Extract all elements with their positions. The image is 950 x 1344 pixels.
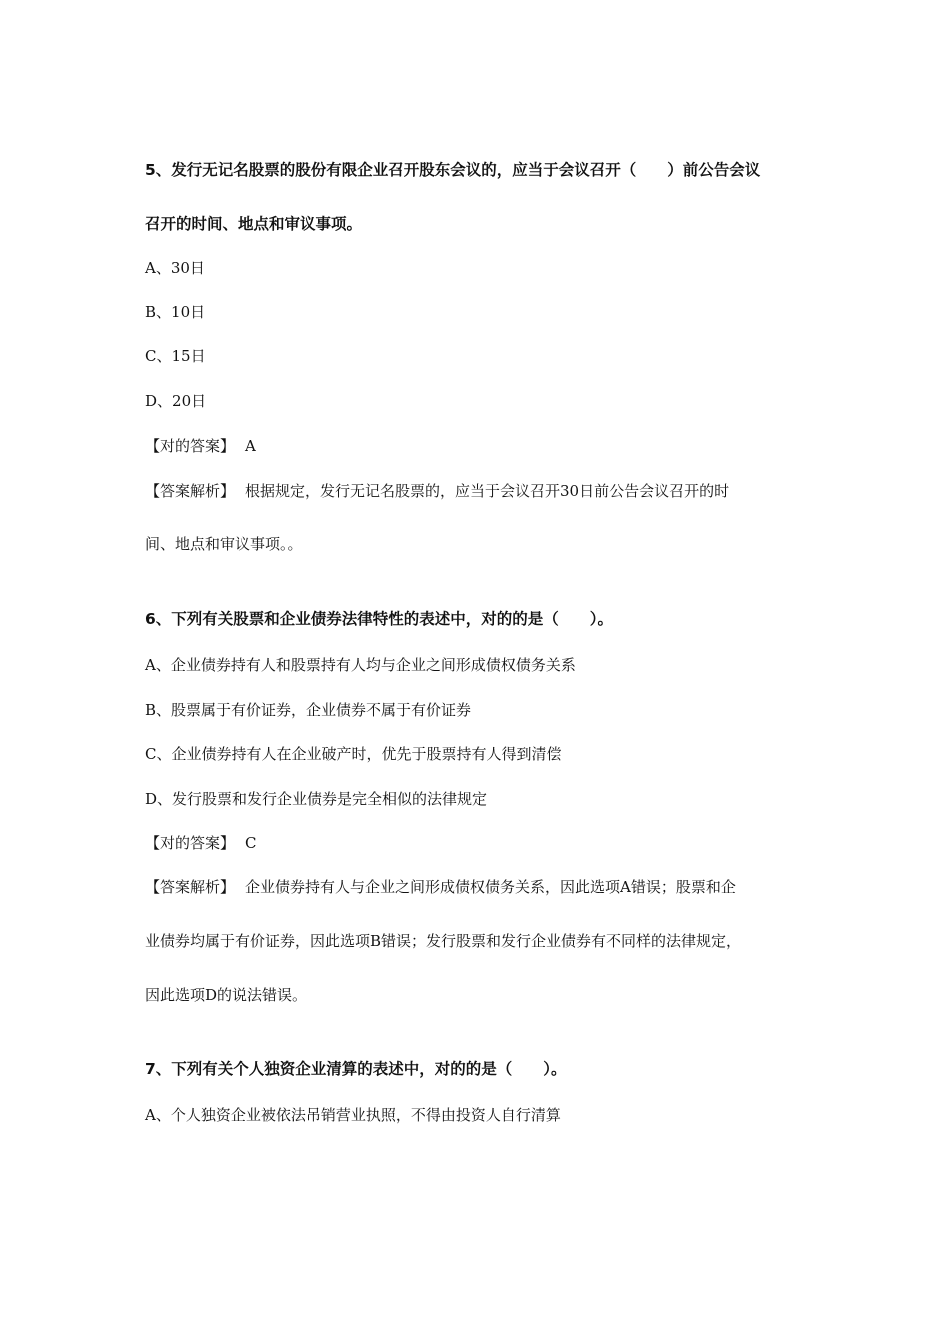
question-5-stem-line-2: 召开的时间、地点和审议事项。 (145, 215, 363, 233)
question-6-option-c: C、企业债券持有人在企业破产时，优先于股票持有人得到清偿 (145, 745, 562, 763)
question-5-option-a: A、30日 (145, 259, 205, 277)
question-5-option-b: B、10日 (145, 303, 206, 321)
question-6-analysis-line-2: 业债券均属于有价证券，因此选项B错误；发行股票和发行企业债券有不同样的法律规定， (145, 932, 742, 950)
question-6-analysis-line-1 (145, 877, 736, 897)
question-7-option-a: A、个人独资企业被依法吊销营业执照，不得由投资人自行清算 (145, 1106, 561, 1124)
analysis-text: 根据规定，发行无记名股票的，应当于会议召开30日前公告会议召开的时 (245, 482, 730, 500)
analysis-text: 企业债券持有人与企业之间形成债权债务关系，因此选项A错误；股票和企 (245, 878, 736, 896)
question-6-answer (145, 833, 257, 853)
analysis-label: 【答案解析】 (145, 878, 236, 896)
question-5-stem-line-1: 5、发行无记名股票的股份有限企业召开股东会议的，应当于会议召开（ ）前公告会议 (145, 161, 761, 179)
question-7-stem-line-1: 7、下列有关个人独资企业清算的表述中，对的的是（ ）。 (145, 1060, 567, 1078)
answer-label: 【对的答案】 (145, 834, 236, 852)
question-6-option-d: D、发行股票和发行企业债券是完全相似的法律规定 (145, 790, 488, 808)
answer-value: C (245, 834, 257, 852)
question-5-option-c: C、15日 (145, 347, 206, 365)
question-6-option-b: B、股票属于有价证券，企业债券不属于有价证券 (145, 701, 472, 719)
analysis-label: 【答案解析】 (145, 482, 236, 500)
answer-value: A (245, 437, 256, 455)
question-6-analysis-line-3: 因此选项D的说法错误。 (145, 986, 308, 1004)
question-6-option-a: A、企业债券持有人和股票持有人均与企业之间形成债权债务关系 (145, 656, 576, 674)
question-5-option-d: D、20日 (145, 392, 207, 410)
question-6-stem-line-1: 6、下列有关股票和企业债券法律特性的表述中，对的的是（ ）。 (145, 610, 614, 628)
question-5-analysis-line-2: 间、地点和审议事项。。 (145, 535, 303, 553)
answer-label: 【对的答案】 (145, 437, 236, 455)
question-5-answer (145, 436, 256, 456)
question-5-analysis-line-1 (145, 481, 729, 501)
